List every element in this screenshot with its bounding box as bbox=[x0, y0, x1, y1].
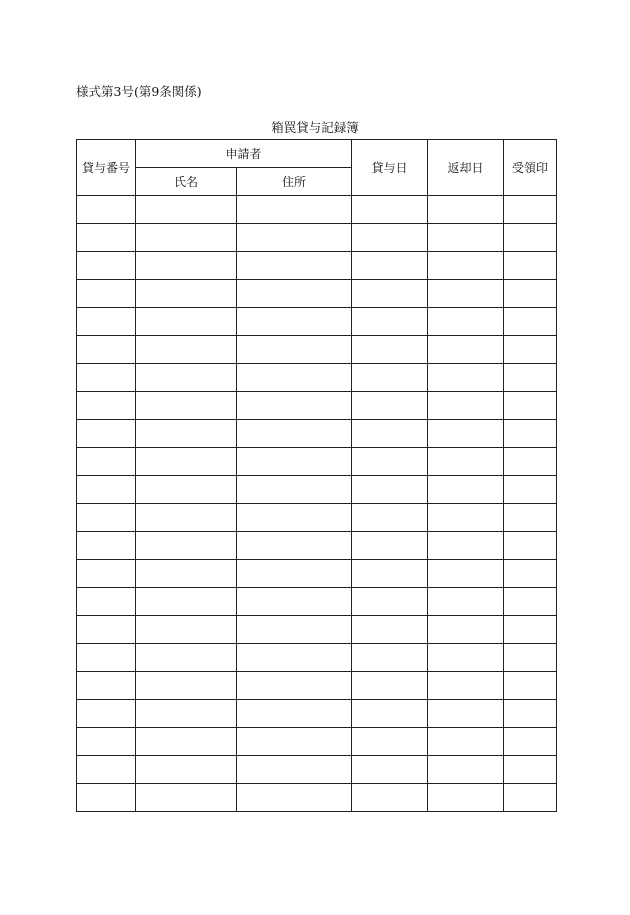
cell-name bbox=[136, 504, 237, 532]
cell-lending-number bbox=[77, 252, 136, 280]
cell-name bbox=[136, 700, 237, 728]
cell-return-date bbox=[428, 616, 504, 644]
cell-name bbox=[136, 364, 237, 392]
cell-name bbox=[136, 392, 237, 420]
cell-lending-date bbox=[352, 756, 428, 784]
cell-address bbox=[237, 644, 352, 672]
cell-lending-number bbox=[77, 448, 136, 476]
header-lending-number: 貸与番号 bbox=[77, 140, 136, 196]
cell-receipt-seal bbox=[504, 308, 557, 336]
cell-return-date bbox=[428, 532, 504, 560]
cell-lending-number bbox=[77, 420, 136, 448]
cell-return-date bbox=[428, 504, 504, 532]
cell-receipt-seal bbox=[504, 420, 557, 448]
cell-lending-date bbox=[352, 280, 428, 308]
cell-lending-number bbox=[77, 336, 136, 364]
cell-lending-number bbox=[77, 532, 136, 560]
cell-return-date bbox=[428, 280, 504, 308]
cell-return-date bbox=[428, 560, 504, 588]
page-title: 箱罠貸与記録簿 bbox=[271, 120, 359, 135]
cell-return-date bbox=[428, 196, 504, 224]
cell-return-date bbox=[428, 672, 504, 700]
cell-receipt-seal bbox=[504, 532, 557, 560]
table-row bbox=[77, 672, 557, 700]
cell-address bbox=[237, 392, 352, 420]
cell-name bbox=[136, 784, 237, 812]
cell-name bbox=[136, 644, 237, 672]
cell-address bbox=[237, 756, 352, 784]
cell-name bbox=[136, 196, 237, 224]
cell-address bbox=[237, 280, 352, 308]
table-row bbox=[77, 420, 557, 448]
cell-receipt-seal bbox=[504, 364, 557, 392]
table-row bbox=[77, 532, 557, 560]
header-receipt-seal: 受領印 bbox=[504, 140, 557, 196]
cell-lending-date bbox=[352, 532, 428, 560]
table-row bbox=[77, 392, 557, 420]
cell-receipt-seal bbox=[504, 392, 557, 420]
cell-lending-date bbox=[352, 448, 428, 476]
cell-lending-date bbox=[352, 308, 428, 336]
table-row bbox=[77, 644, 557, 672]
header-applicant: 申請者 bbox=[136, 140, 352, 168]
header-lending-date: 貸与日 bbox=[352, 140, 428, 196]
cell-receipt-seal bbox=[504, 784, 557, 812]
cell-return-date bbox=[428, 420, 504, 448]
cell-lending-date bbox=[352, 784, 428, 812]
cell-address bbox=[237, 700, 352, 728]
cell-receipt-seal bbox=[504, 280, 557, 308]
header-address: 住所 bbox=[237, 168, 352, 196]
cell-address bbox=[237, 448, 352, 476]
cell-return-date bbox=[428, 588, 504, 616]
cell-return-date bbox=[428, 224, 504, 252]
cell-address bbox=[237, 672, 352, 700]
cell-lending-date bbox=[352, 700, 428, 728]
cell-lending-date bbox=[352, 616, 428, 644]
table-row bbox=[77, 308, 557, 336]
cell-lending-date bbox=[352, 476, 428, 504]
cell-lending-date bbox=[352, 224, 428, 252]
cell-receipt-seal bbox=[504, 588, 557, 616]
cell-lending-date bbox=[352, 196, 428, 224]
cell-address bbox=[237, 252, 352, 280]
cell-lending-date bbox=[352, 420, 428, 448]
cell-receipt-seal bbox=[504, 476, 557, 504]
cell-name bbox=[136, 280, 237, 308]
cell-address bbox=[237, 420, 352, 448]
cell-lending-number bbox=[77, 588, 136, 616]
cell-name bbox=[136, 252, 237, 280]
cell-name bbox=[136, 476, 237, 504]
cell-address bbox=[237, 532, 352, 560]
cell-receipt-seal bbox=[504, 756, 557, 784]
cell-lending-number bbox=[77, 672, 136, 700]
cell-lending-date bbox=[352, 364, 428, 392]
cell-name bbox=[136, 420, 237, 448]
cell-lending-number bbox=[77, 728, 136, 756]
cell-return-date bbox=[428, 392, 504, 420]
cell-lending-date bbox=[352, 728, 428, 756]
cell-receipt-seal bbox=[504, 448, 557, 476]
cell-name bbox=[136, 728, 237, 756]
cell-name bbox=[136, 672, 237, 700]
cell-lending-date bbox=[352, 588, 428, 616]
cell-return-date bbox=[428, 644, 504, 672]
cell-return-date bbox=[428, 308, 504, 336]
header-name: 氏名 bbox=[136, 168, 237, 196]
table-row bbox=[77, 700, 557, 728]
table-row bbox=[77, 196, 557, 224]
cell-receipt-seal bbox=[504, 560, 557, 588]
cell-address bbox=[237, 224, 352, 252]
cell-lending-number bbox=[77, 476, 136, 504]
cell-return-date bbox=[428, 364, 504, 392]
cell-address bbox=[237, 308, 352, 336]
cell-lending-number bbox=[77, 616, 136, 644]
cell-lending-number bbox=[77, 308, 136, 336]
table-row bbox=[77, 448, 557, 476]
cell-receipt-seal bbox=[504, 672, 557, 700]
table-row bbox=[77, 224, 557, 252]
cell-name bbox=[136, 448, 237, 476]
cell-lending-date bbox=[352, 252, 428, 280]
cell-lending-date bbox=[352, 504, 428, 532]
cell-return-date bbox=[428, 756, 504, 784]
table-row bbox=[77, 588, 557, 616]
cell-lending-number bbox=[77, 644, 136, 672]
cell-receipt-seal bbox=[504, 644, 557, 672]
cell-lending-number bbox=[77, 224, 136, 252]
cell-name bbox=[136, 336, 237, 364]
table-row bbox=[77, 476, 557, 504]
cell-receipt-seal bbox=[504, 504, 557, 532]
cell-lending-number bbox=[77, 504, 136, 532]
cell-lending-number bbox=[77, 560, 136, 588]
cell-lending-number bbox=[77, 784, 136, 812]
cell-return-date bbox=[428, 252, 504, 280]
cell-name bbox=[136, 756, 237, 784]
cell-address bbox=[237, 336, 352, 364]
cell-lending-date bbox=[352, 336, 428, 364]
cell-lending-date bbox=[352, 560, 428, 588]
cell-return-date bbox=[428, 336, 504, 364]
cell-receipt-seal bbox=[504, 336, 557, 364]
cell-lending-date bbox=[352, 392, 428, 420]
cell-name bbox=[136, 616, 237, 644]
table-row bbox=[77, 504, 557, 532]
form-label: 様式第3号(第9条関係) bbox=[76, 84, 202, 99]
cell-address bbox=[237, 560, 352, 588]
cell-receipt-seal bbox=[504, 196, 557, 224]
cell-address bbox=[237, 588, 352, 616]
cell-address bbox=[237, 728, 352, 756]
header-return-date: 返却日 bbox=[428, 140, 504, 196]
cell-lending-number bbox=[77, 700, 136, 728]
table-row bbox=[77, 756, 557, 784]
cell-return-date bbox=[428, 728, 504, 756]
table-body bbox=[77, 196, 557, 812]
table-row bbox=[77, 280, 557, 308]
cell-lending-number bbox=[77, 392, 136, 420]
table-row bbox=[77, 784, 557, 812]
cell-address bbox=[237, 476, 352, 504]
cell-receipt-seal bbox=[504, 728, 557, 756]
table-row bbox=[77, 728, 557, 756]
cell-name bbox=[136, 560, 237, 588]
cell-name bbox=[136, 532, 237, 560]
table-row bbox=[77, 364, 557, 392]
cell-return-date bbox=[428, 476, 504, 504]
cell-receipt-seal bbox=[504, 224, 557, 252]
cell-receipt-seal bbox=[504, 616, 557, 644]
cell-lending-date bbox=[352, 644, 428, 672]
cell-lending-number bbox=[77, 756, 136, 784]
cell-address bbox=[237, 196, 352, 224]
table-row bbox=[77, 616, 557, 644]
cell-return-date bbox=[428, 700, 504, 728]
cell-address bbox=[237, 364, 352, 392]
cell-lending-number bbox=[77, 364, 136, 392]
table-row bbox=[77, 252, 557, 280]
cell-lending-date bbox=[352, 672, 428, 700]
cell-name bbox=[136, 308, 237, 336]
cell-lending-number bbox=[77, 280, 136, 308]
cell-lending-number bbox=[77, 196, 136, 224]
cell-name bbox=[136, 588, 237, 616]
cell-receipt-seal bbox=[504, 700, 557, 728]
cell-name bbox=[136, 224, 237, 252]
cell-address bbox=[237, 616, 352, 644]
cell-return-date bbox=[428, 448, 504, 476]
lending-record-table bbox=[76, 139, 557, 812]
cell-return-date bbox=[428, 784, 504, 812]
cell-address bbox=[237, 504, 352, 532]
cell-address bbox=[237, 784, 352, 812]
table-row bbox=[77, 336, 557, 364]
cell-receipt-seal bbox=[504, 252, 557, 280]
table-row bbox=[77, 560, 557, 588]
